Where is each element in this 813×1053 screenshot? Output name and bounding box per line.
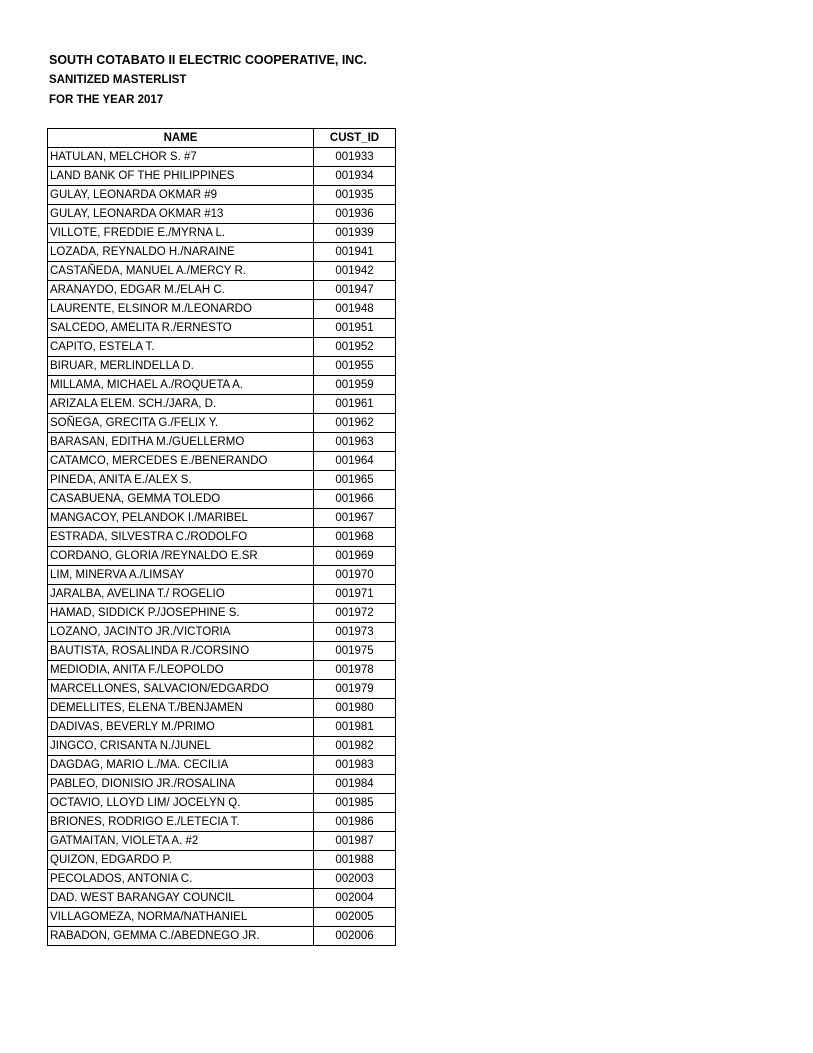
customer-name-cell: BARASAN, EDITHA M./GUELLERMO <box>48 433 314 452</box>
table-row <box>48 224 396 243</box>
customer-id-cell: 001983 <box>314 756 396 775</box>
table-row <box>48 452 396 471</box>
customer-name-cell: QUIZON, EDGARDO P. <box>48 851 314 870</box>
customer-id-cell: 001942 <box>314 262 396 281</box>
customer-id-cell: 002003 <box>314 870 396 889</box>
table-row <box>48 243 396 262</box>
customer-name-cell: HATULAN, MELCHOR S. #7 <box>48 148 314 167</box>
table-row <box>48 775 396 794</box>
customer-id-cell: 001982 <box>314 737 396 756</box>
table-row <box>48 205 396 224</box>
column-header-name: NAME <box>48 129 314 148</box>
customer-id-cell: 001948 <box>314 300 396 319</box>
customer-name-cell: ARANAYDO, EDGAR M./ELAH C. <box>48 281 314 300</box>
table-row <box>48 376 396 395</box>
table-row <box>48 300 396 319</box>
customer-name-cell: HAMAD, SIDDICK P./JOSEPHINE S. <box>48 604 314 623</box>
customer-name-cell: CASTAÑEDA, MANUEL A./MERCY R. <box>48 262 314 281</box>
customer-name-cell: BIRUAR, MERLINDELLA D. <box>48 357 314 376</box>
customer-id-cell: 001984 <box>314 775 396 794</box>
customer-name-cell: BAUTISTA, ROSALINDA R./CORSINO <box>48 642 314 661</box>
table-row <box>48 167 396 186</box>
customer-name-cell: DADIVAS, BEVERLY M./PRIMO <box>48 718 314 737</box>
customer-id-cell: 001985 <box>314 794 396 813</box>
table-row <box>48 509 396 528</box>
customer-id-cell: 001978 <box>314 661 396 680</box>
customer-id-cell: 001972 <box>314 604 396 623</box>
customer-id-cell: 002006 <box>314 927 396 946</box>
masterlist-table-container <box>47 128 396 946</box>
customer-id-cell: 001968 <box>314 528 396 547</box>
customer-name-cell: GATMAITAN, VIOLETA A. #2 <box>48 832 314 851</box>
customer-id-cell: 001969 <box>314 547 396 566</box>
customer-name-cell: CORDANO, GLORIA /REYNALDO E.SR <box>48 547 314 566</box>
customer-id-cell: 001964 <box>314 452 396 471</box>
customer-name-cell: VILLOTE, FREDDIE E./MYRNA L. <box>48 224 314 243</box>
masterlist-table <box>47 128 396 946</box>
customer-id-cell: 001955 <box>314 357 396 376</box>
table-row <box>48 604 396 623</box>
customer-name-cell: MARCELLONES, SALVACION/EDGARDO <box>48 680 314 699</box>
customer-name-cell: GULAY, LEONARDA OKMAR #13 <box>48 205 314 224</box>
customer-name-cell: SOÑEGA, GRECITA G./FELIX Y. <box>48 414 314 433</box>
masterlist-subtitle: SANITIZED MASTERLIST <box>49 74 187 86</box>
customer-id-cell: 001934 <box>314 167 396 186</box>
table-row <box>48 471 396 490</box>
customer-name-cell: DEMELLITES, ELENA T./BENJAMEN <box>48 699 314 718</box>
customer-name-cell: ESTRADA, SILVESTRA C./RODOLFO <box>48 528 314 547</box>
customer-id-cell: 001975 <box>314 642 396 661</box>
table-header-row <box>48 129 396 148</box>
customer-name-cell: LAURENTE, ELSINOR M./LEONARDO <box>48 300 314 319</box>
customer-name-cell: JARALBA, AVELINA T./ ROGELIO <box>48 585 314 604</box>
customer-name-cell: GULAY, LEONARDA OKMAR #9 <box>48 186 314 205</box>
customer-name-cell: DAD. WEST BARANGAY COUNCIL <box>48 889 314 908</box>
table-row <box>48 756 396 775</box>
customer-id-cell: 001952 <box>314 338 396 357</box>
table-row <box>48 699 396 718</box>
customer-id-cell: 001959 <box>314 376 396 395</box>
customer-name-cell: LAND BANK OF THE PHILIPPINES <box>48 167 314 186</box>
customer-id-cell: 001987 <box>314 832 396 851</box>
customer-id-cell: 001933 <box>314 148 396 167</box>
table-row <box>48 262 396 281</box>
table-row <box>48 547 396 566</box>
customer-name-cell: VILLAGOMEZA, NORMA/NATHANIEL <box>48 908 314 927</box>
customer-id-cell: 001970 <box>314 566 396 585</box>
table-row <box>48 927 396 946</box>
table-row <box>48 281 396 300</box>
table-row <box>48 414 396 433</box>
customer-name-cell: LOZADA, REYNALDO H./NARAINE <box>48 243 314 262</box>
customer-id-cell: 001979 <box>314 680 396 699</box>
table-row <box>48 490 396 509</box>
table-row <box>48 395 396 414</box>
table-row <box>48 148 396 167</box>
customer-id-cell: 001962 <box>314 414 396 433</box>
customer-name-cell: OCTAVIO, LLOYD LIM/ JOCELYN Q. <box>48 794 314 813</box>
table-row <box>48 528 396 547</box>
customer-name-cell: CATAMCO, MERCEDES E./BENERANDO <box>48 452 314 471</box>
customer-id-cell: 001988 <box>314 851 396 870</box>
customer-name-cell: CAPITO, ESTELA T. <box>48 338 314 357</box>
table-body <box>48 148 396 946</box>
table-row <box>48 680 396 699</box>
customer-id-cell: 001967 <box>314 509 396 528</box>
customer-id-cell: 001965 <box>314 471 396 490</box>
table-row <box>48 794 396 813</box>
table-row <box>48 566 396 585</box>
customer-id-cell: 001935 <box>314 186 396 205</box>
customer-name-cell: PECOLADOS, ANTONIA C. <box>48 870 314 889</box>
customer-name-cell: JINGCO, CRISANTA N./JUNEL <box>48 737 314 756</box>
document-header <box>49 50 367 110</box>
customer-id-cell: 001986 <box>314 813 396 832</box>
table-row <box>48 642 396 661</box>
customer-name-cell: SALCEDO, AMELITA R./ERNESTO <box>48 319 314 338</box>
table-row <box>48 889 396 908</box>
table-row <box>48 319 396 338</box>
table-row <box>48 851 396 870</box>
customer-id-cell: 001980 <box>314 699 396 718</box>
table-row <box>48 661 396 680</box>
cooperative-title: SOUTH COTABATO II ELECTRIC COOPERATIVE, INC. <box>49 53 367 67</box>
year-line: FOR THE YEAR 2017 <box>49 94 164 106</box>
customer-id-cell: 002005 <box>314 908 396 927</box>
table-row <box>48 870 396 889</box>
customer-name-cell: DAGDAG, MARIO L./MA. CECILIA <box>48 756 314 775</box>
customer-name-cell: MILLAMA, MICHAEL A./ROQUETA A. <box>48 376 314 395</box>
table-row <box>48 813 396 832</box>
customer-id-cell: 001981 <box>314 718 396 737</box>
table-row <box>48 433 396 452</box>
table-row <box>48 737 396 756</box>
column-header-cust-id: CUST_ID <box>314 129 396 148</box>
table-row <box>48 585 396 604</box>
customer-name-cell: PINEDA, ANITA E./ALEX S. <box>48 471 314 490</box>
table-row <box>48 832 396 851</box>
table-row <box>48 623 396 642</box>
customer-name-cell: RABADON, GEMMA C./ABEDNEGO JR. <box>48 927 314 946</box>
customer-name-cell: LIM, MINERVA A./LIMSAY <box>48 566 314 585</box>
table-row <box>48 357 396 376</box>
table-row <box>48 338 396 357</box>
customer-name-cell: LOZANO, JACINTO JR./VICTORIA <box>48 623 314 642</box>
customer-name-cell: MANGACOY, PELANDOK I./MARIBEL <box>48 509 314 528</box>
customer-id-cell: 001939 <box>314 224 396 243</box>
customer-name-cell: CASABUENA, GEMMA TOLEDO <box>48 490 314 509</box>
customer-id-cell: 001941 <box>314 243 396 262</box>
customer-id-cell: 001961 <box>314 395 396 414</box>
customer-name-cell: PABLEO, DIONISIO JR./ROSALINA <box>48 775 314 794</box>
customer-id-cell: 001947 <box>314 281 396 300</box>
customer-name-cell: ARIZALA ELEM. SCH./JARA, D. <box>48 395 314 414</box>
customer-id-cell: 001936 <box>314 205 396 224</box>
customer-id-cell: 002004 <box>314 889 396 908</box>
customer-id-cell: 001966 <box>314 490 396 509</box>
table-row <box>48 186 396 205</box>
table-row <box>48 718 396 737</box>
customer-id-cell: 001951 <box>314 319 396 338</box>
customer-id-cell: 001971 <box>314 585 396 604</box>
customer-name-cell: MEDIODIA, ANITA F./LEOPOLDO <box>48 661 314 680</box>
table-row <box>48 908 396 927</box>
customer-id-cell: 001973 <box>314 623 396 642</box>
customer-id-cell: 001963 <box>314 433 396 452</box>
customer-name-cell: BRIONES, RODRIGO E./LETECIA T. <box>48 813 314 832</box>
